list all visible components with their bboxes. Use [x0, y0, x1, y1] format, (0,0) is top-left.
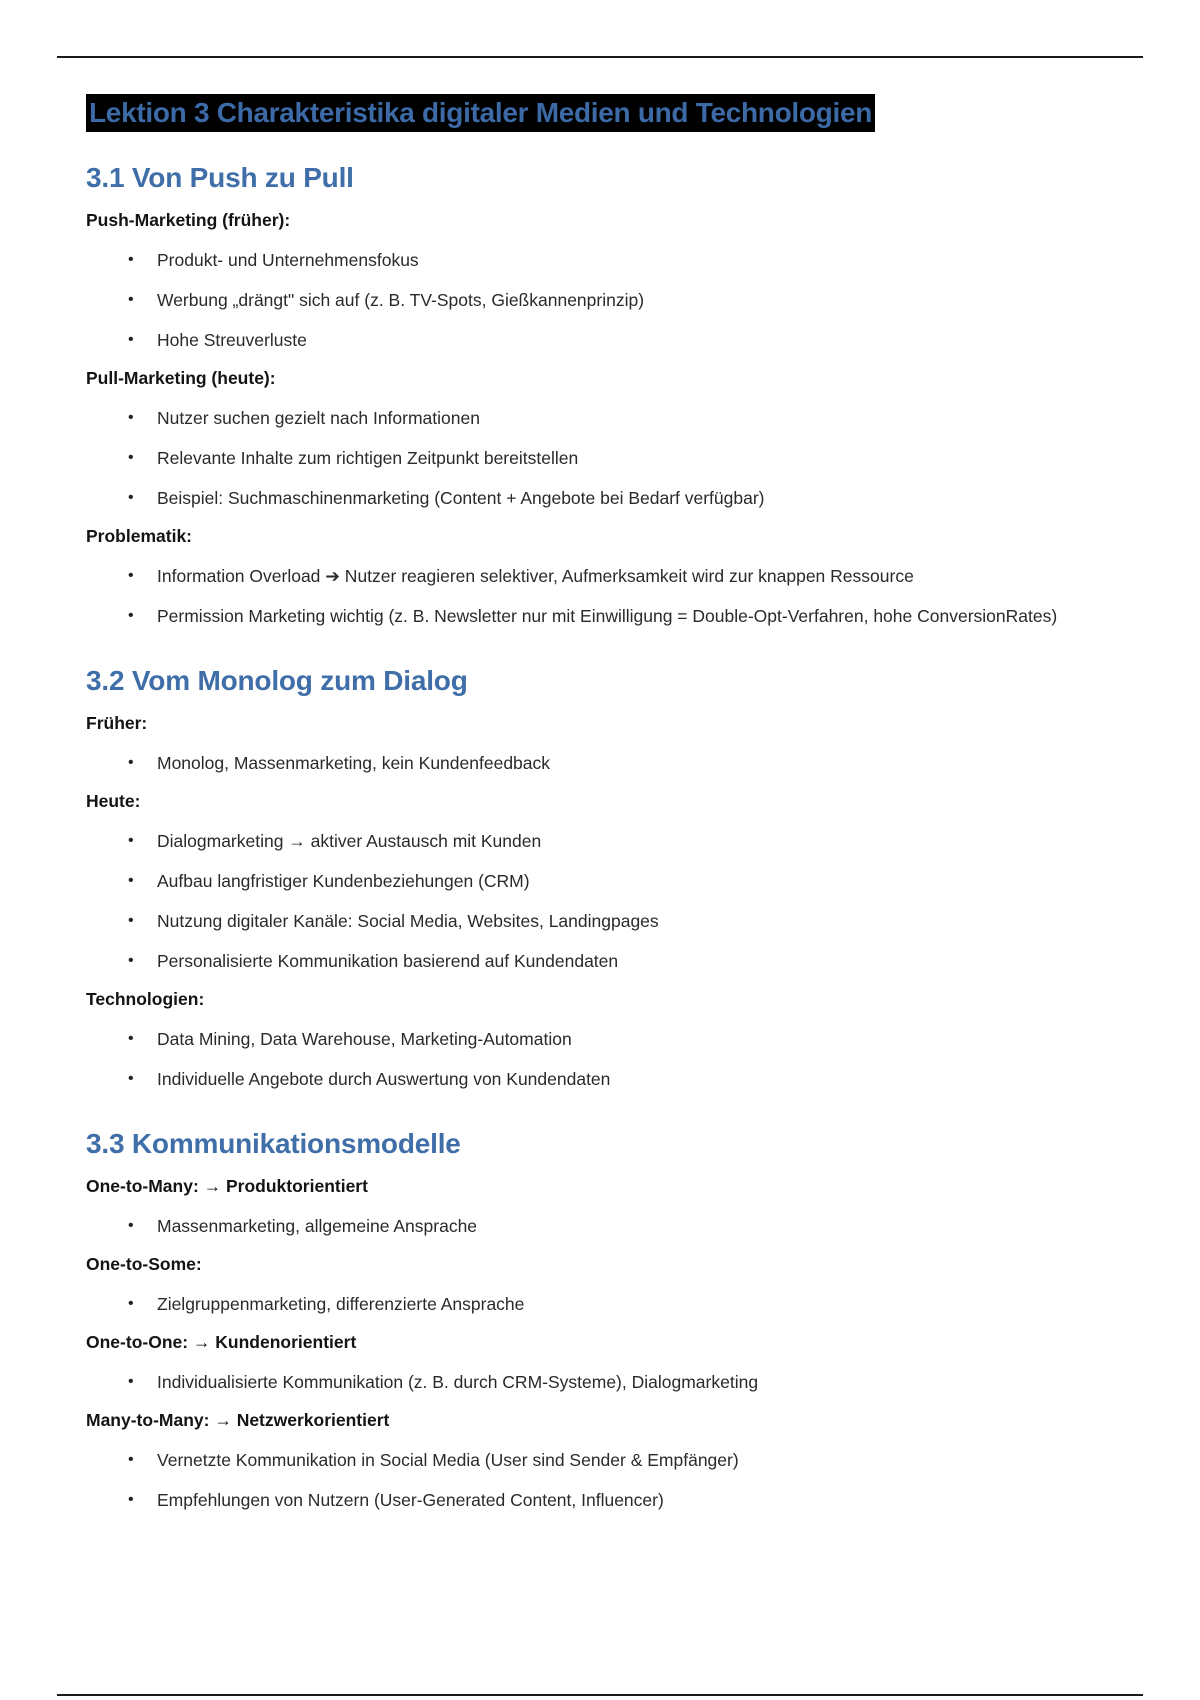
bullet-icon: • — [128, 607, 134, 624]
bullet-icon: • — [128, 1070, 134, 1087]
bullet-list — [86, 1292, 1146, 1316]
list-item — [86, 604, 1146, 628]
group-label: Heute: — [86, 791, 141, 811]
list-item-text: Individualisierte Kommunikation (z. B. durch CRM-Systeme), Dialogmarketing — [157, 1372, 759, 1392]
list-item — [86, 909, 1146, 933]
list-item-text: Permission Marketing wichtig (z. B. Newsletter nur mit Einwilligung = Double-Opt-Verfahren, hohe ConversionRates) — [157, 606, 1058, 626]
bullet-list — [86, 406, 1146, 510]
list-item-text: Information Overload ➔ Nutzer reagieren selektiver, Aufmerksamkeit wird zur knappen Ressource — [157, 566, 914, 586]
list-item-text: Produkt- und Unternehmensfokus — [157, 250, 419, 270]
group-label: One-to-Some: — [86, 1254, 202, 1274]
list-item-text: Zielgruppenmarketing, differenzierte Ansprache — [157, 1294, 525, 1314]
list-item-text: Aufbau langfristiger Kundenbeziehungen (CRM) — [157, 871, 530, 891]
bullet-list — [86, 1027, 1146, 1091]
bullet-icon: • — [128, 251, 134, 268]
bullet-list — [86, 751, 1146, 775]
list-item — [86, 1488, 1146, 1512]
section-heading: 3.1 Von Push zu Pull — [86, 162, 354, 193]
list-item — [86, 288, 1146, 312]
bullet-icon: • — [128, 1373, 134, 1390]
group-label: One-to-One: → Kundenorientiert — [86, 1332, 357, 1352]
list-item-text: Nutzung digitaler Kanäle: Social Media, Websites, Landingpages — [157, 911, 659, 931]
list-item — [86, 1027, 1146, 1051]
list-item — [86, 446, 1146, 470]
list-item — [86, 486, 1146, 510]
bullet-icon: • — [128, 1217, 134, 1234]
bullet-list — [86, 1370, 1146, 1394]
bullet-icon: • — [128, 291, 134, 308]
list-item-text: Relevante Inhalte zum richtigen Zeitpunkt bereitstellen — [157, 448, 579, 468]
bullet-list — [86, 248, 1146, 352]
bullet-list — [86, 1214, 1146, 1238]
group-label: One-to-Many: → Produktorientiert — [86, 1176, 368, 1196]
sections-container — [86, 162, 1146, 1512]
list-item-text: Beispiel: Suchmaschinenmarketing (Content + Angebote bei Bedarf verfügbar) — [157, 488, 765, 508]
bullet-icon: • — [128, 1491, 134, 1508]
bottom-rule — [57, 1694, 1143, 1696]
list-item — [86, 1370, 1146, 1394]
list-item — [86, 829, 1146, 853]
list-item — [86, 1292, 1146, 1316]
section — [86, 162, 1146, 628]
bullet-icon: • — [128, 1030, 134, 1047]
group-label: Früher: — [86, 713, 148, 733]
bullet-icon: • — [128, 832, 134, 849]
section — [86, 665, 1146, 1091]
bullet-icon: • — [128, 952, 134, 969]
section-heading: 3.2 Vom Monolog zum Dialog — [86, 665, 468, 696]
list-item-text: Individuelle Angebote durch Auswertung von Kundendaten — [157, 1069, 611, 1089]
list-item — [86, 564, 1146, 588]
group-label: Technologien: — [86, 989, 205, 1009]
bullet-icon: • — [128, 449, 134, 466]
list-item-text: Dialogmarketing → aktiver Austausch mit Kunden — [157, 831, 542, 851]
list-item-text: Personalisierte Kommunikation basierend auf Kundendaten — [157, 951, 619, 971]
list-item — [86, 1214, 1146, 1238]
bullet-icon: • — [128, 409, 134, 426]
bullet-icon: • — [128, 331, 134, 348]
list-item-text: Hohe Streuverluste — [157, 330, 307, 350]
group-label: Many-to-Many: → Netzwerkorientiert — [86, 1410, 390, 1430]
bullet-icon: • — [128, 1295, 134, 1312]
group-label: Problematik: — [86, 526, 192, 546]
bullet-icon: • — [128, 1451, 134, 1468]
list-item — [86, 328, 1146, 352]
bullet-list — [86, 1448, 1146, 1512]
bullet-icon: • — [128, 872, 134, 889]
list-item — [86, 1448, 1146, 1472]
list-item — [86, 1067, 1146, 1091]
bullet-list — [86, 564, 1146, 628]
document-title: Lektion 3 Charakteristika digitaler Medien und Technologien — [86, 94, 875, 132]
list-item-text: Data Mining, Data Warehouse, Marketing-Automation — [157, 1029, 572, 1049]
list-item-text: Werbung „drängt" sich auf (z. B. TV-Spots, Gießkannenprinzip) — [157, 290, 645, 310]
bullet-list — [86, 829, 1146, 973]
list-item — [86, 406, 1146, 430]
list-item — [86, 949, 1146, 973]
list-item — [86, 248, 1146, 272]
group-label: Push-Marketing (früher): — [86, 210, 291, 230]
bullet-icon: • — [128, 912, 134, 929]
list-item-text: Monolog, Massenmarketing, kein Kundenfeedback — [157, 753, 551, 773]
document-body — [86, 94, 1146, 1512]
list-item-text: Empfehlungen von Nutzern (User-Generated Content, Influencer) — [157, 1490, 664, 1510]
list-item — [86, 869, 1146, 893]
group-label: Pull-Marketing (heute): — [86, 368, 276, 388]
top-rule — [57, 56, 1143, 58]
list-item-text: Vernetzte Kommunikation in Social Media (User sind Sender & Empfänger) — [157, 1450, 739, 1470]
section-heading: 3.3 Kommunikationsmodelle — [86, 1128, 461, 1159]
list-item-text: Massenmarketing, allgemeine Ansprache — [157, 1216, 478, 1236]
bullet-icon: • — [128, 754, 134, 771]
list-item — [86, 751, 1146, 775]
list-item-text: Nutzer suchen gezielt nach Informationen — [157, 408, 480, 428]
section — [86, 1128, 1146, 1512]
bullet-icon: • — [128, 489, 134, 506]
bullet-icon: • — [128, 567, 134, 584]
